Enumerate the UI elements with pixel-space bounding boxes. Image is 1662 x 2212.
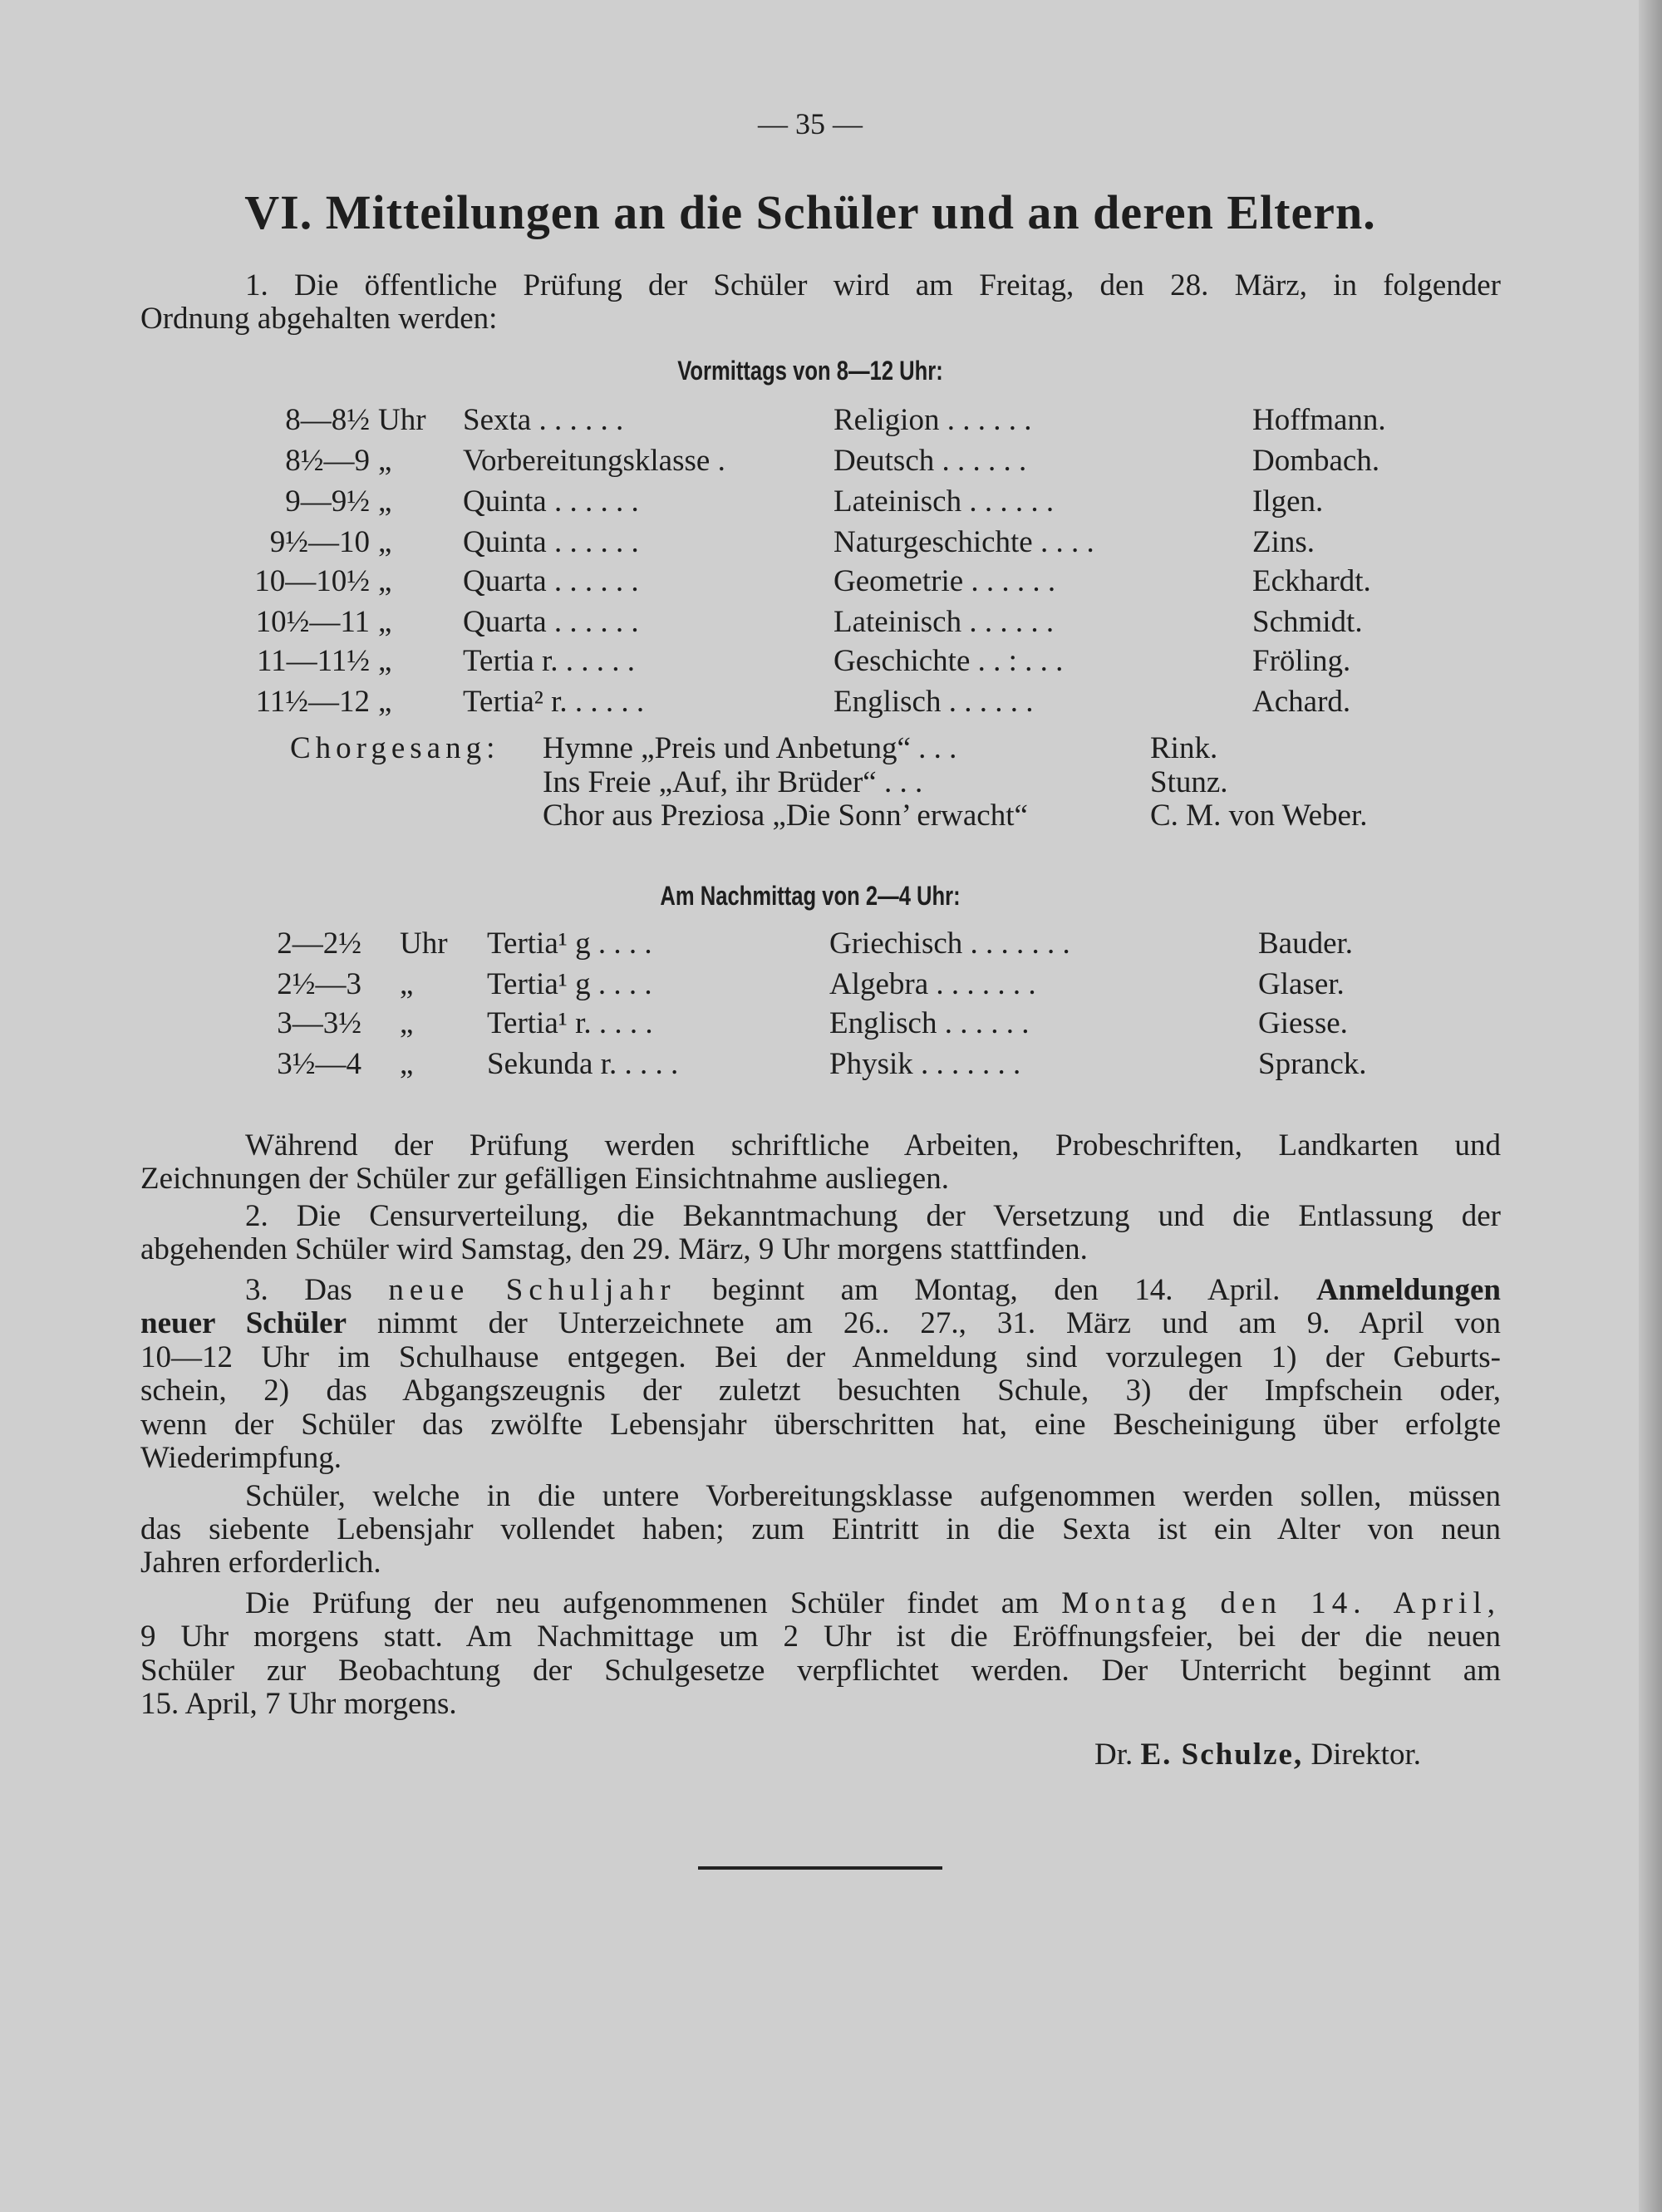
class-name: Tertia² r. . . . . .	[463, 685, 645, 719]
time-range: 10½—11	[255, 605, 370, 639]
time-range: 3—3½	[277, 1006, 361, 1040]
class-name: Tertia¹ g . . . .	[487, 927, 652, 961]
text-line	[140, 1440, 1501, 1476]
morning-heading: Vormittags von 8—12 Uhr:	[677, 356, 943, 386]
class-name: Sexta . . . . . .	[463, 403, 624, 437]
text-segment	[470, 1273, 506, 1307]
signature-suffix: Direktor.	[1303, 1738, 1421, 1772]
choir-composer: Stunz.	[1150, 765, 1228, 799]
subject: Geometrie . . . . . .	[833, 564, 1056, 598]
signature	[1094, 1737, 1421, 1772]
text-segment: Während der Prüfung werden schriftliche Arbeiten, Probeschriften, Landkarten und	[245, 1128, 1501, 1163]
text-segment: 9 Uhr morgens statt. Am Nachmittage um 2 Uhr ist die Eröffnungsfeier, bei der die neuen	[140, 1620, 1501, 1654]
subject: Englisch . . . . . .	[829, 1006, 1030, 1040]
time-range: 3½—4	[277, 1047, 361, 1081]
class-name: Quinta . . . . . .	[463, 525, 639, 559]
text-line	[245, 1198, 1501, 1234]
time-range: 9—9½	[285, 484, 370, 519]
text-line	[245, 1272, 1501, 1308]
subject: Physik . . . . . . .	[829, 1047, 1021, 1081]
text-segment: Wiederimpfung.	[140, 1441, 342, 1475]
time-range: 2—2½	[277, 927, 361, 961]
text-segment: Ordnung abgehalten werden:	[140, 302, 498, 336]
time-range: 9½—10	[269, 525, 370, 559]
time-unit: „	[378, 605, 392, 639]
text-line	[245, 1478, 1501, 1514]
text-segment: Die Prüfung der neu aufgenommenen Schüler findet am	[245, 1586, 1062, 1620]
text-segment: Anmeldungen	[1315, 1273, 1501, 1307]
time-unit: Uhr	[378, 403, 426, 437]
text-segment: Schuljahr	[505, 1273, 676, 1307]
time-unit: „	[400, 1006, 414, 1040]
text-line	[140, 1339, 1501, 1375]
teacher: Giesse.	[1258, 1006, 1348, 1040]
text-line	[140, 1686, 1501, 1722]
time-unit: „	[378, 444, 392, 478]
choir-piece: Hymne „Preis und Anbetung“ . . .	[543, 731, 957, 765]
time-unit: „	[378, 644, 392, 678]
text-line	[245, 1585, 1501, 1621]
teacher: Achard.	[1252, 685, 1351, 719]
class-name: Vorbereitungsklasse .	[463, 444, 725, 478]
text-segment: 2. Die Censurverteilung, die Bekanntmachung der Versetzung und die Entlassung der	[245, 1199, 1501, 1233]
subject: Algebra . . . . . . .	[829, 967, 1036, 1001]
text-line	[140, 1373, 1501, 1408]
time-range: 8—8½	[285, 403, 370, 437]
end-rule	[698, 1866, 942, 1870]
class-name: Tertia¹ r. . . . .	[487, 1006, 653, 1040]
time-unit: „	[378, 525, 392, 559]
subject: Lateinisch . . . . . .	[833, 605, 1055, 639]
text-line	[140, 1305, 1501, 1341]
page-edge	[1639, 0, 1662, 2212]
text-segment: neue	[388, 1273, 470, 1307]
subject: Religion . . . . . .	[833, 403, 1032, 437]
class-name: Tertia¹ g . . . .	[487, 967, 652, 1001]
signature-prefix: Dr.	[1094, 1738, 1141, 1772]
time-range: 10—10½	[254, 564, 370, 598]
text-line	[140, 1407, 1501, 1443]
time-unit: „	[378, 564, 392, 598]
text-segment: wenn der Schüler das zwölfte Lebensjahr überschritten hat, eine Bescheinigung über erfolgte	[140, 1408, 1501, 1442]
class-name: Quarta . . . . . .	[463, 605, 639, 639]
teacher: Bauder.	[1258, 927, 1354, 961]
text-segment: schein, 2) das Abgangszeugnis der zuletzt besuchten Schule, 3) der Impfschein oder,	[140, 1374, 1501, 1408]
text-line	[245, 1128, 1501, 1163]
time-range: 2½—3	[277, 967, 361, 1001]
teacher: Schmidt.	[1252, 605, 1363, 639]
teacher: Spranck.	[1258, 1047, 1367, 1081]
text-segment: Schüler, welche in die untere Vorbereitungsklasse aufgenommen werden sollen, müssen	[245, 1479, 1501, 1513]
page-number: — 35 —	[758, 107, 863, 140]
time-range: 11½—12	[255, 685, 370, 719]
teacher: Glaser.	[1258, 967, 1345, 1001]
class-name: Sekunda r. . . . .	[487, 1047, 679, 1081]
time-range: 11—11½	[256, 644, 370, 678]
time-unit: „	[400, 967, 414, 1001]
text-segment: Schüler zur Beobachtung der Schulgesetze verpflichtet werden. Der Unterricht beginnt am	[140, 1654, 1501, 1688]
subject: Deutsch . . . . . .	[833, 444, 1027, 478]
teacher: Dombach.	[1252, 444, 1380, 478]
teacher: Fröling.	[1252, 644, 1351, 678]
class-name: Quarta . . . . . .	[463, 564, 639, 598]
teacher: Hoffmann.	[1252, 403, 1386, 437]
time-unit: Uhr	[400, 927, 448, 961]
text-segment: 10—12 Uhr im Schulhause entgegen. Bei der Anmeldung sind vorzulegen 1) der Geburts-	[140, 1340, 1501, 1374]
text-line	[140, 1619, 1501, 1654]
time-range: 8½—9	[285, 444, 370, 478]
text-segment: beginnt am Montag, den 14. April.	[676, 1273, 1316, 1307]
text-segment: nimmt der Unterzeichnete am 26.. 27., 31. März und am 9. April von	[347, 1306, 1501, 1340]
text-segment: 15. April, 7 Uhr morgens.	[140, 1687, 457, 1721]
text-segment: abgehenden Schüler wird Samstag, den 29. März, 9 Uhr morgens stattfinden.	[140, 1232, 1088, 1266]
text-line	[140, 1653, 1501, 1688]
text-line	[245, 268, 1501, 303]
text-segment: 3. Das	[245, 1273, 389, 1307]
subject: Naturgeschichte . . . .	[833, 525, 1094, 559]
teacher: Eckhardt.	[1252, 564, 1371, 598]
time-unit: „	[378, 484, 392, 519]
text-line	[140, 1231, 1501, 1267]
choir-composer: C. M. von Weber.	[1150, 799, 1368, 833]
teacher: Ilgen.	[1252, 484, 1324, 519]
text-segment: das siebente Lebensjahr vollendet haben; zum Eintritt in die Sexta ist ein Alter von neun	[140, 1512, 1501, 1546]
choir-piece: Ins Freie „Auf, ihr Brüder“ . . .	[543, 765, 923, 799]
class-name: Quinta . . . . . .	[463, 484, 639, 519]
section-title: VI. Mitteilungen an die Schüler und an deren Eltern.	[244, 185, 1376, 239]
text-line	[140, 1512, 1501, 1547]
text-segment: Montag den 14. April,	[1061, 1586, 1501, 1620]
time-unit: „	[378, 685, 392, 719]
teacher: Zins.	[1252, 525, 1315, 559]
text-segment: 1. Die öffentliche Prüfung der Schüler wird am Freitag, den 28. März, in folgender	[245, 268, 1501, 302]
time-unit: „	[400, 1047, 414, 1081]
text-line	[140, 301, 1501, 337]
subject: Geschichte . . : . . .	[833, 644, 1064, 678]
signature-name: E. Schulze,	[1140, 1738, 1304, 1772]
choir-label: Chorgesang:	[290, 731, 500, 765]
choir-piece: Chor aus Preziosa „Die Sonn’ erwacht“	[543, 799, 1028, 833]
class-name: Tertia r. . . . . .	[463, 644, 636, 678]
text-segment: neuer Schüler	[140, 1306, 347, 1340]
subject: Englisch . . . . . .	[833, 685, 1034, 719]
text-line	[140, 1545, 1501, 1580]
text-segment: Zeichnungen der Schüler zur gefälligen Einsichtnahme ausliegen.	[140, 1162, 949, 1196]
subject: Lateinisch . . . . . .	[833, 484, 1055, 519]
afternoon-heading: Am Nachmittag von 2—4 Uhr:	[660, 881, 961, 911]
choir-composer: Rink.	[1150, 731, 1218, 765]
text-line	[140, 1161, 1501, 1197]
text-segment: Jahren erforderlich.	[140, 1546, 381, 1580]
subject: Griechisch . . . . . . .	[829, 927, 1070, 961]
